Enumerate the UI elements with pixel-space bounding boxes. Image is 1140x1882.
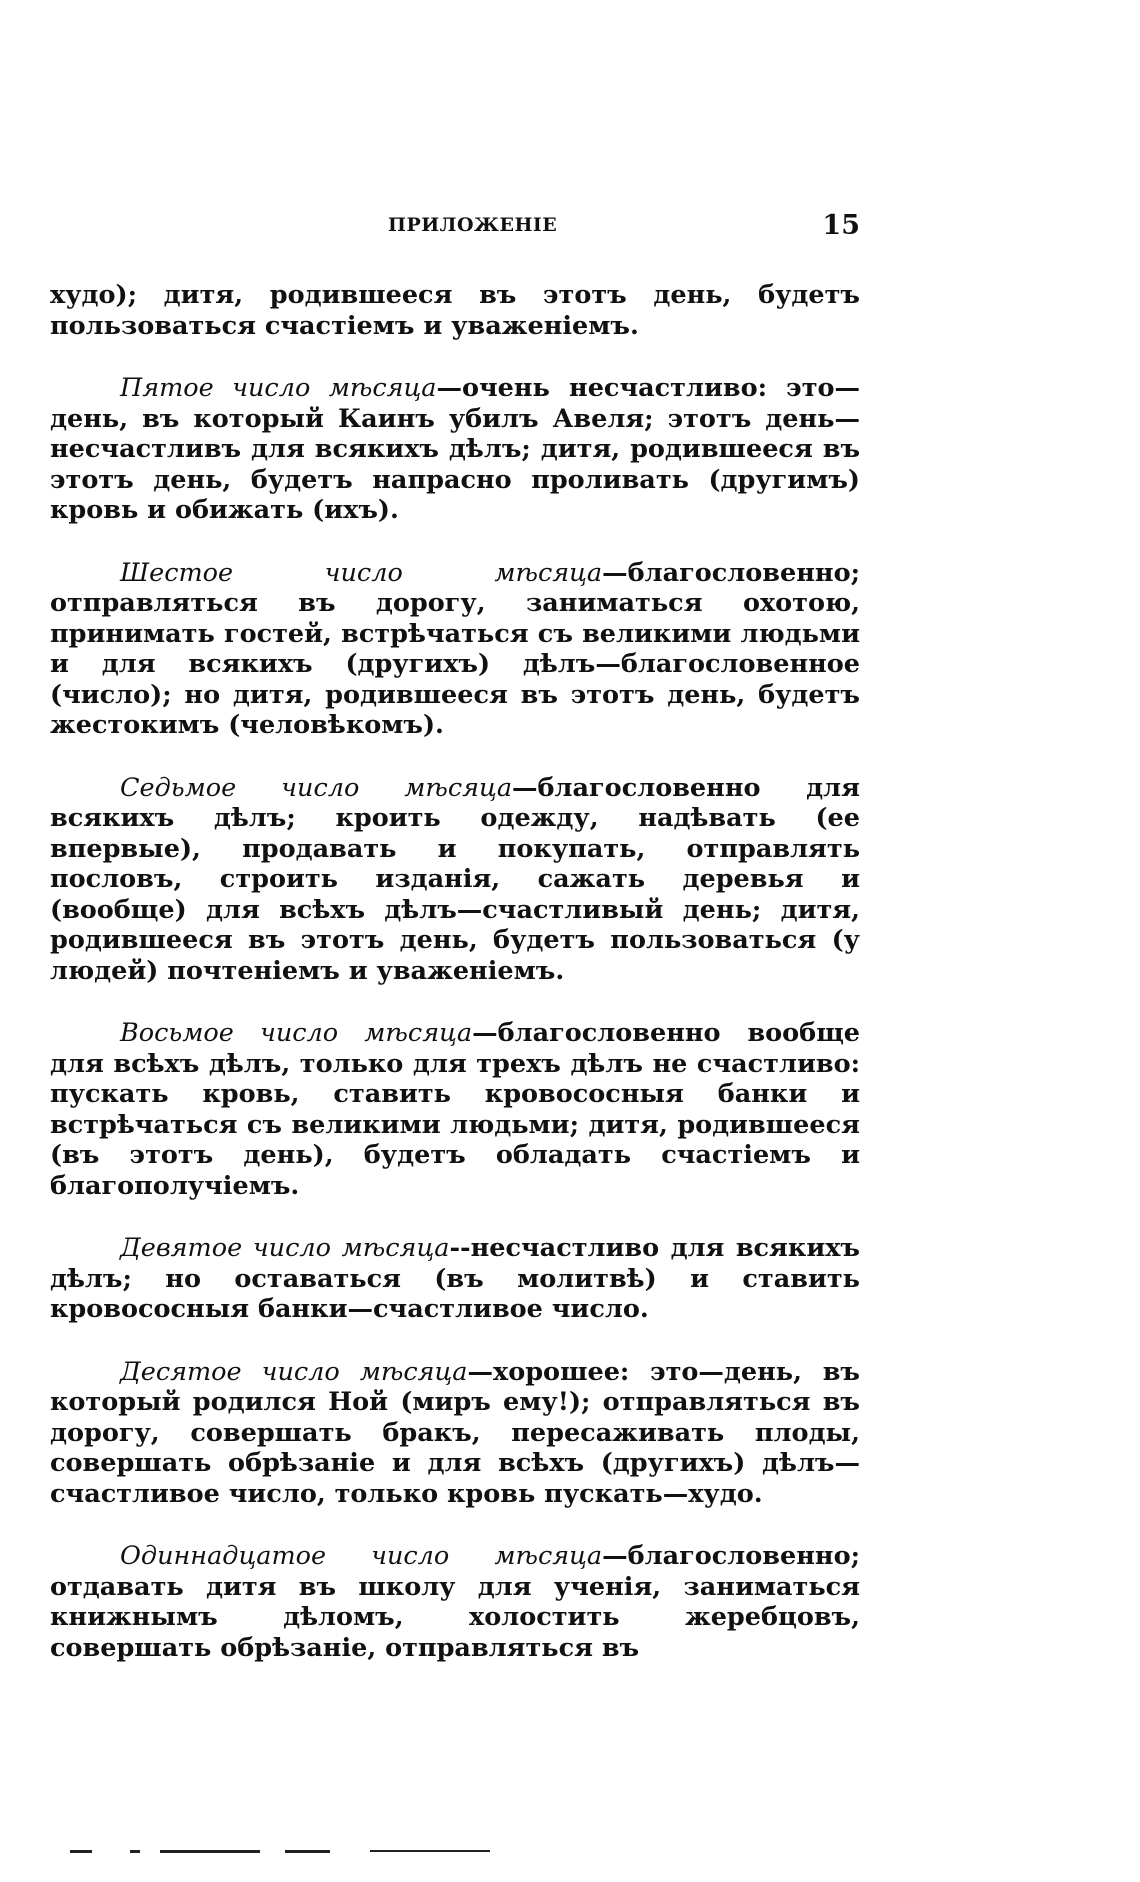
paragraph [50,280,860,341]
paragraph-text: —благословенно вообще для всѣхъ дѣлъ, только для трехъ дѣлъ не счастливо: пускать кровь, ставить кровососныя банки и встрѣчаться съ великими людьми; дитя, родившееся (въ этотъ день), будетъ обладать счастiемъ и благополучiемъ. [50,1018,861,1201]
paragraph [50,1357,860,1510]
scan-artifact-marks [70,1848,670,1856]
page-number: 15 [822,210,860,241]
paragraph [50,773,860,987]
scan-mark [70,1850,92,1853]
running-head [50,210,860,250]
paragraph-lead: Одиннадцатое число мѣсяца [120,1541,603,1571]
paragraph-lead: Шестое число мѣсяца [120,557,603,588]
paragraph-lead: Десятое число мѣсяца [120,1356,468,1387]
paragraph-lead: Восьмое число мѣсяца [120,1018,473,1048]
paragraph [50,1541,860,1663]
paragraph-text: —благословенно; отдавать дитя въ школу для ученiя, заниматься книжнымъ дѣломъ, холостить жеребцовъ, совершать обрѣзанiе, отправляться въ [50,1541,860,1663]
paragraph-text: —благословенно для всякихъ дѣлъ; кроить одежду, надѣвать (ее впервые), продавать и покупать, отправлять пословъ, строить изданiя, сажать деревья и (вообще) для всѣхъ дѣлъ—счастливый день; дитя, родившееся въ этотъ день, будетъ пользоваться (у людей) почтенiемъ и уваженiемъ. [50,772,860,986]
paragraph [50,1018,860,1201]
paragraph-text: —благословенно; отправляться въ дорогу, заниматься охотою, принимать гостей, встрѣчаться съ великими людьми и для всякихъ (другихъ) дѣлъ—благословенное (число); но дитя, родившееся въ этотъ день, будетъ жестокимъ (человѣкомъ). [50,557,860,740]
scan-mark [160,1850,260,1853]
scan-mark [130,1850,140,1853]
running-title: ПРИЛОЖЕНIЕ [388,214,558,236]
paragraph-lead: Седьмое число мѣсяца [120,772,513,803]
paragraph [50,373,860,526]
body-text [50,280,860,1695]
paragraph-lead: Девятое число мѣсяца [120,1233,450,1263]
document-page [50,0,860,1882]
paragraph-text: худо); дитя, родившееся въ этотъ день, будетъ пользоваться счастiемъ и уваженiемъ. [50,280,860,341]
scan-mark [285,1850,330,1853]
scan-mark [370,1850,490,1852]
paragraph-lead: Пятое число мѣсяца [120,373,437,403]
paragraph [50,558,860,741]
paragraph-text: --несчастливо для всякихъ дѣлъ; но оставаться (въ молитвѣ) и ставить кровососныя банки—счастливое число. [50,1233,860,1324]
paragraph [50,1233,860,1325]
paragraph-text: —хорошее: это—день, въ который родился Ной (миръ ему!); отправляться въ дорогу, совершать бракъ, пересаживать плоды, совершать обрѣзанiе и для всѣхъ (другихъ) дѣлъ—счастливое число, только кровь пускать—худо. [50,1356,860,1509]
paragraph-text: —очень несчастливо: это—день, въ который Каинъ убилъ Авеля; этотъ день—несчастливъ для всякихъ дѣлъ; дитя, родившееся въ этотъ день, будетъ напрасно проливать (другимъ) кровь и обижать (ихъ). [50,373,860,525]
